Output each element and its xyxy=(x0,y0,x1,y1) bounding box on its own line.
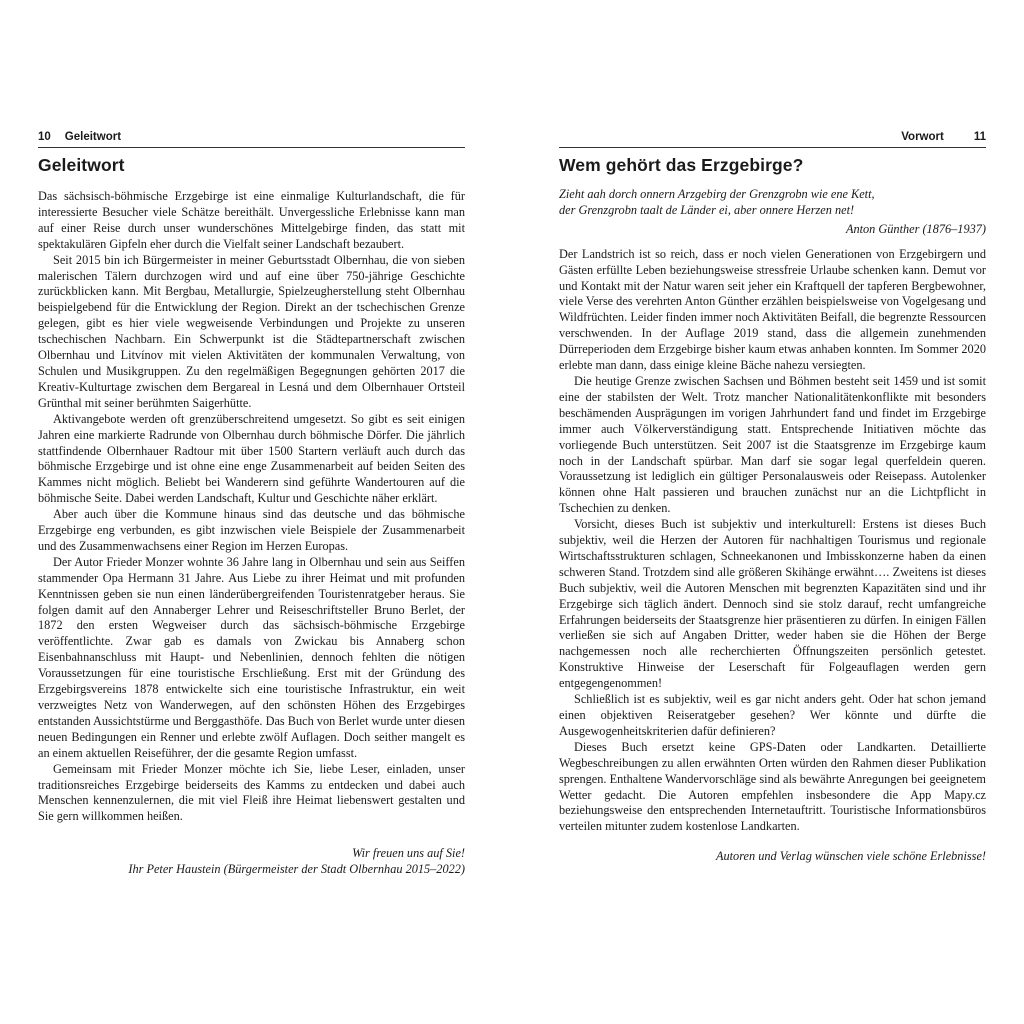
running-head-title: Vorwort xyxy=(901,131,944,143)
chapter-title: Geleitwort xyxy=(38,155,125,175)
paragraph: Das sächsisch-böhmische Erzgebirge ist eine einmalige Kulturlandschaft, die für interessierte Besucher viele Schätze bereithält. Unvergessliche Erlebnisse kann man auf einer Reise durch unser wunderschönes Mittelgebirge finden, das statt mit spektakulären Gipfeln eher durch die Vielfalt seiner Landschaft bezaubert. xyxy=(38,189,465,251)
paragraph: Der Autor Frieder Monzer wohnte 36 Jahre lang in Olbernhau und sein aus Seiffen stammender Opa Hermann 31 Jahre. Aus Liebe zu ihrer Heimat und mit profunden Kenntnissen geben sie nun einen länderübergreifenden Touristenratgeber heraus. Sie folgen damit auf den Annaberger Lehrer und Reiseschriftsteller Bruno Berlet, der 1872 den ersten Wegweiser durch das sächsisch-böhmische Erzgebirge veröffentlichte. Zwar gab es damals von Zwickau bis Annaberg schon Eisenbahnanschluss mit Haupt- und Nebenlinien, dennoch fehlten die nötigen Voraussetzungen für eine touristische Erschließung. Erst mit der Gründung des Erzgebirgsvereins 1878 entwickelte sich eine touristische Infrastruktur, ein weit verzweigtes Netz von Wanderwegen, auf den schönsten Höhen des Erzgebirges entstanden Aussichtstürme und Berggasthöfe. Das Buch von Berlet wurde unter diesen neuen Bedingungen ein Renner und erlebte zwölf Auflagen. Doch seither mangelt es an einem aktuellen Reiseführer, der die gesamte Region umfasst. xyxy=(38,554,465,760)
paragraph: Schließlich ist es subjektiv, weil es gar nicht anders geht. Oder hat schon jemand einen objektiven Reiseratgeber gesehen? Wer könnte und dürfte die Ausgewogenheitskriterien dafür definieren? xyxy=(559,692,986,738)
paragraph: Der Landstrich ist so reich, dass er noch vielen Generationen von Erzgebirgern und Gästen erfüllte Leben beziehungsweise stressfreie Urlaube schenken kann. Demut vor und Kontakt mit der Natur waren seit jeher ein Kraftquell der tapferen Bergbewohner, viele Verse des verehrten Anton Günther erzählen beispielsweise von Vogelgesang und Wildfrüchten. Leider finden immer noch Aktivitäten Beifall, die begrenzte Ressourcen verschwenden. In der Auflage 2019 stand, dass die allgemein zunehmenden Dürreperioden dem Erzgebirge bisher kaum etwas anhaben konnten. Im Sommer 2020 erlebte man dann, dass einige kleine Bäche nahezu versiegten. xyxy=(559,246,986,373)
paragraph: Aber auch über die Kommune hinaus sind das deutsche und das böhmische Erzgebirge eng verbunden, es gibt inzwischen viele Beispiele der Zusammenarbeit und des Zusammenwachsens einer Region im Herzen Europas. xyxy=(38,507,465,553)
paragraph: Vorsicht, dieses Buch ist subjektiv und interkulturell: Erstens ist dieses Buch subjektiv, weil die Herzen der Autoren für nachhaltigen Tourismus und regionale Wirtschaftsstrukturen schlagen, Schneekanonen und Imbisskonzerne haben da einen schweren Stand. Trotzdem sind alle größeren Skihänge erwähnt…. Zweitens ist dieses Buch subjektiv, weil die Autoren Menschen mit begrenzten Kapazitäten sind und ihr Erzgebirge sich täglich ändert. Dennoch sind sie stolz darauf, recht umfangreiche Erfahrungen beiderseits der Staatsgrenze hier präsentieren zu dürfen. In einigen Fällen verließen sie sich auf Angaben Dritter, weder haben sie die Höhen der Berge nachgemessen noch alle recherchierten Öffnungszeiten persönlich getestet. Konstruktive Hinweise der Leserschaft für Folgeauflagen werden gern entgegengenommen! xyxy=(559,517,986,691)
motto-line: der Grenzgrobn taalt de Länder ei, aber onnere Herzen net! xyxy=(559,202,855,217)
page-number: 10 xyxy=(38,131,51,143)
running-head xyxy=(559,131,986,148)
motto-quote xyxy=(559,187,986,219)
paragraph: Seit 2015 bin ich Bürgermeister in meiner Geburtsstadt Olbernhau, die von sieben malerischen Tälern durchzogen wird und auf eine über 750-jährige Geschichte zurückblicken kann. Mit Bergbau, Metallurgie, Spielzeugherstellung steht Olbernhau beispielgebend für die Entwicklung der Region. Direkt an der tschechischen Grenze gelegen, gibt es hier viele wegweisende Verbindungen und Projekte zu unseren tschechischen Nachbarn. Ein Schwerpunkt ist die Städtepartnerschaft zwischen Olbernhau und Litvínov mit vielen Aktivitäten der kommunalen Verwaltung, von Schulen und Musikgruppen. Zu den regelmäßigen Begegnungen gehörten 2017 die Kreativ-Kulturtage zwischen dem Bergareal in Lesná und dem Olbernhauer Ortsteil Grünthal mit seiner berühmten Saigerhütte. xyxy=(38,252,465,410)
closing-line: Wir freuen uns auf Sie! xyxy=(352,846,465,861)
body-text xyxy=(559,247,986,836)
chapter-title: Wem gehört das Erzgebirge? xyxy=(559,155,804,175)
running-head-title: Geleitwort xyxy=(64,131,122,143)
right-page xyxy=(559,131,986,865)
paragraph: Gemeinsam mit Frieder Monzer möchte ich Sie, liebe Leser, einladen, unser traditionsreiches Erzgebirge beiderseits des Kamms zu entdecken und dabei auch Menschen kennenzulernen, die mit viel Fleiß ihre Heimat liebenswert gestalten und Sie gern willkommen heißen. xyxy=(38,761,465,824)
closing-line: Autoren und Verlag wünschen viele schöne Erlebnisse! xyxy=(715,849,986,864)
motto-author: Anton Günther (1876–1937) xyxy=(845,221,986,236)
paragraph: Die heutige Grenze zwischen Sachsen und Böhmen besteht seit 1459 und ist somit eine der stabilsten der Welt. Trotz mancher Nationalitätenkonflikte mit besonders beschämenden Ausprägungen im vorigen Jahrhundert fand und findet im Erzgebirge immer auch Völkerverständigung statt. Entsprechende Initiativen möchte das vorliegende Buch unterstützen. Seit 2007 ist die Staatsgrenze im Erzgebirge kaum noch in der Landschaft spürbar. Man darf sie sogar legal querfeldein queren. Voraussetzung ist lediglich ein gültiger Personalausweis oder Reisepass. Autolenker können ohne Halt passieren und brauchen zunächst nur an die Lichtpflicht in Tschechien zu denken. xyxy=(559,373,986,516)
motto-line: Zieht aah dorch onnern Arzgebirg der Grenzgrobn wie ene Kett, xyxy=(559,187,875,201)
running-head xyxy=(38,131,465,148)
closing-signature xyxy=(38,846,465,878)
paragraph: Aktivangebote werden oft grenzüberschreitend umgesetzt. So gibt es seit einigen Jahren eine markierte Radrunde von Olbernhau durch böhmische Dörfer. Die jährlich stattfindende Olbernhauer Radtour mit über 1500 Startern verläuft auch durch das böhmische Erzgebirge und ist ohne eine enge Zusammenarbeit auf beiden Seiten des Kammes nicht möglich. Beliebt bei Wanderern sind geführte Wandertouren auf die böhmische Seite. Dabei werden Landschaft, Kultur und Geschichte näher erklärt. xyxy=(38,411,465,506)
closing-line: Ihr Peter Haustein (Bürgermeister der Stadt Olbernhau 2015–2022) xyxy=(128,862,465,877)
body-text xyxy=(38,189,465,825)
left-page xyxy=(38,131,465,878)
page-number: 11 xyxy=(973,131,986,143)
paragraph: Dieses Buch ersetzt keine GPS-Daten oder Landkarten. Detaillierte Wegbeschreibungen zu allen erwähnten Orten würden den Rahmen dieser Publikation sprengen. Enthaltene Wandervorschläge sind als bewährte Anregungen bei geeignetem Wetter gedacht. Die Autoren empfehlen insbesondere die App Mapy.cz beziehungsweise den entsprechenden Internetauftritt. Touristische Informationsbüros verteilen mitunter zudem kostenlose Landkarten. xyxy=(559,739,986,834)
